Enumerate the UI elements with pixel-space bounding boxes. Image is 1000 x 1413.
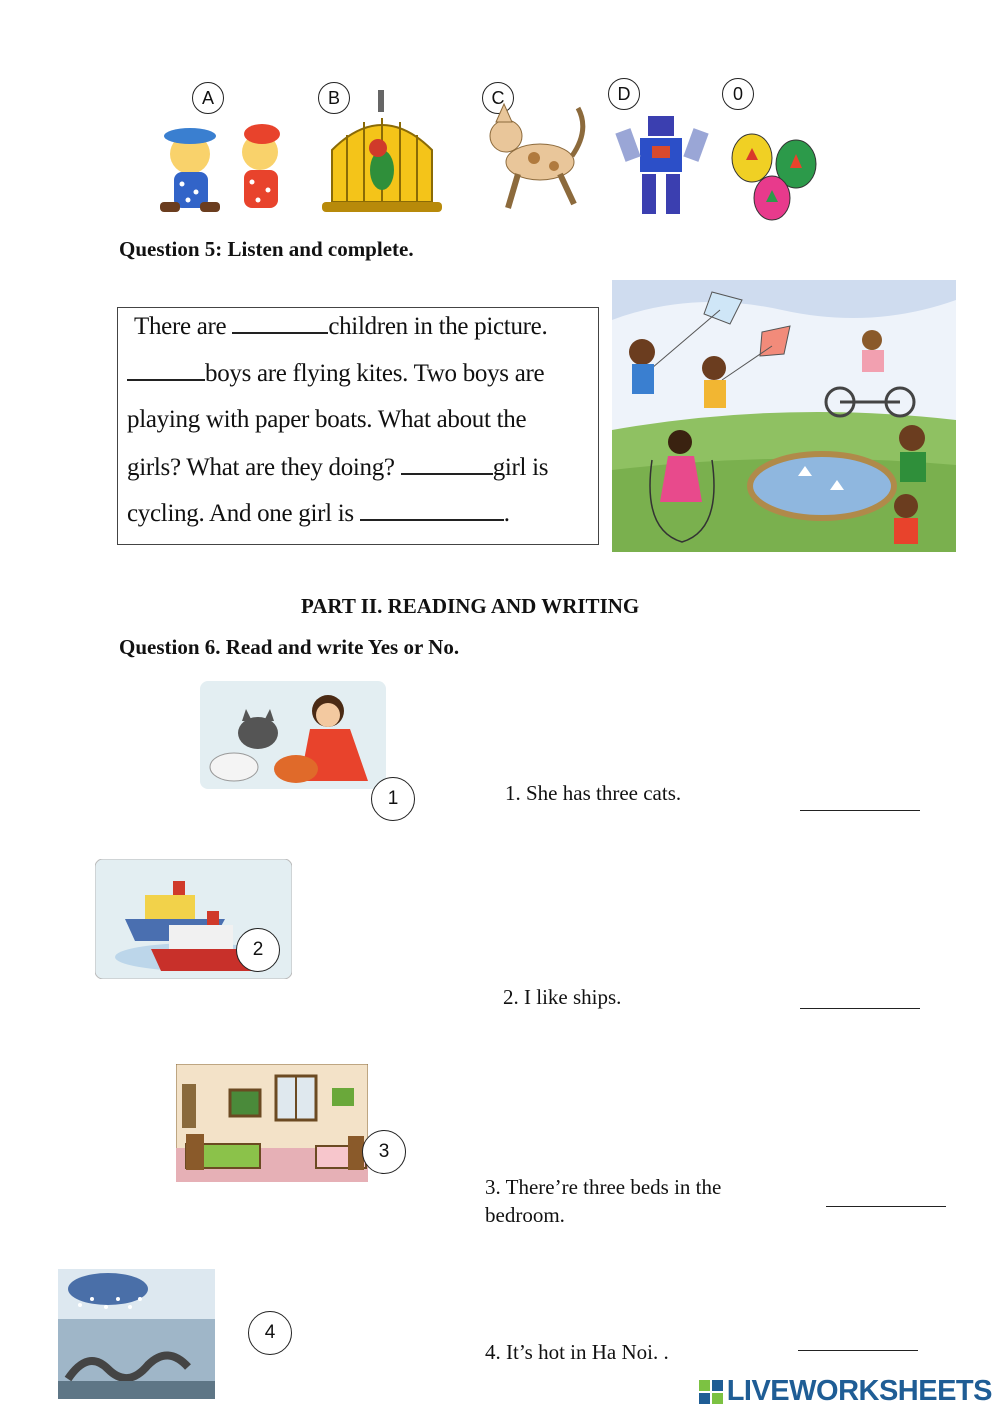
item-3-answer[interactable] [826,1182,946,1207]
liveworksheets-logo [699,1375,992,1408]
label-c: C [482,82,514,114]
passage-line-5: cycling. And one girl is . [127,500,510,527]
dolls-icon [150,112,300,222]
item-3-number: 3 [362,1130,406,1174]
item-1-text: 1. She has three cats. [505,781,682,805]
part2-title: PART II. READING AND WRITING [301,594,640,618]
parrot-in-cage-icon [312,90,452,220]
passage-line-3: playing with paper boats. What about the [127,406,527,433]
label-a: A [192,82,224,114]
item-4-text: 4. It’s hot in Ha Noi. . [485,1340,669,1364]
passage-line-1: There are children in the picture. [134,313,548,340]
label-0: 0 [722,78,754,110]
item-1-answer[interactable] [800,786,920,811]
girl-with-cats-icon [200,681,386,789]
robot-icon [612,112,712,220]
label-d: D [608,78,640,110]
children-playing-picture [612,280,956,552]
balls-icon [730,128,820,223]
blank-boys-count[interactable] [127,359,205,381]
logo-text: LIVEWORKSHEETS [726,1375,992,1407]
item-2-text: 2. I like ships. [503,985,622,1009]
question5-passage [117,307,599,545]
item-3-text-line-1: 3. There’re three beds in the [485,1175,722,1199]
passage-line-4: girls? What are they doing? girl is [127,454,549,481]
blank-children-count[interactable] [232,312,328,334]
logo-mark-icon [699,1380,723,1404]
bedroom-icon [176,1064,368,1182]
blank-girl-count[interactable] [401,453,493,475]
item-4-answer[interactable] [798,1326,918,1351]
question6-title: Question 6. Read and write Yes or No. [119,635,460,659]
item-1-number: 1 [371,777,415,821]
rainy-weather-icon [58,1269,215,1399]
label-b: B [318,82,350,114]
blank-girl-activity[interactable] [360,499,504,521]
item-3-text-line-2: bedroom. [485,1203,565,1227]
item-2-number: 2 [236,928,280,972]
question5-title: Question 5: Listen and complete. [119,237,414,261]
passage-line-2: boys are flying kites. Two boys are [127,359,544,388]
dog-icon [478,100,593,220]
item-2-answer[interactable] [800,984,920,1009]
item-4-number: 4 [248,1311,292,1355]
